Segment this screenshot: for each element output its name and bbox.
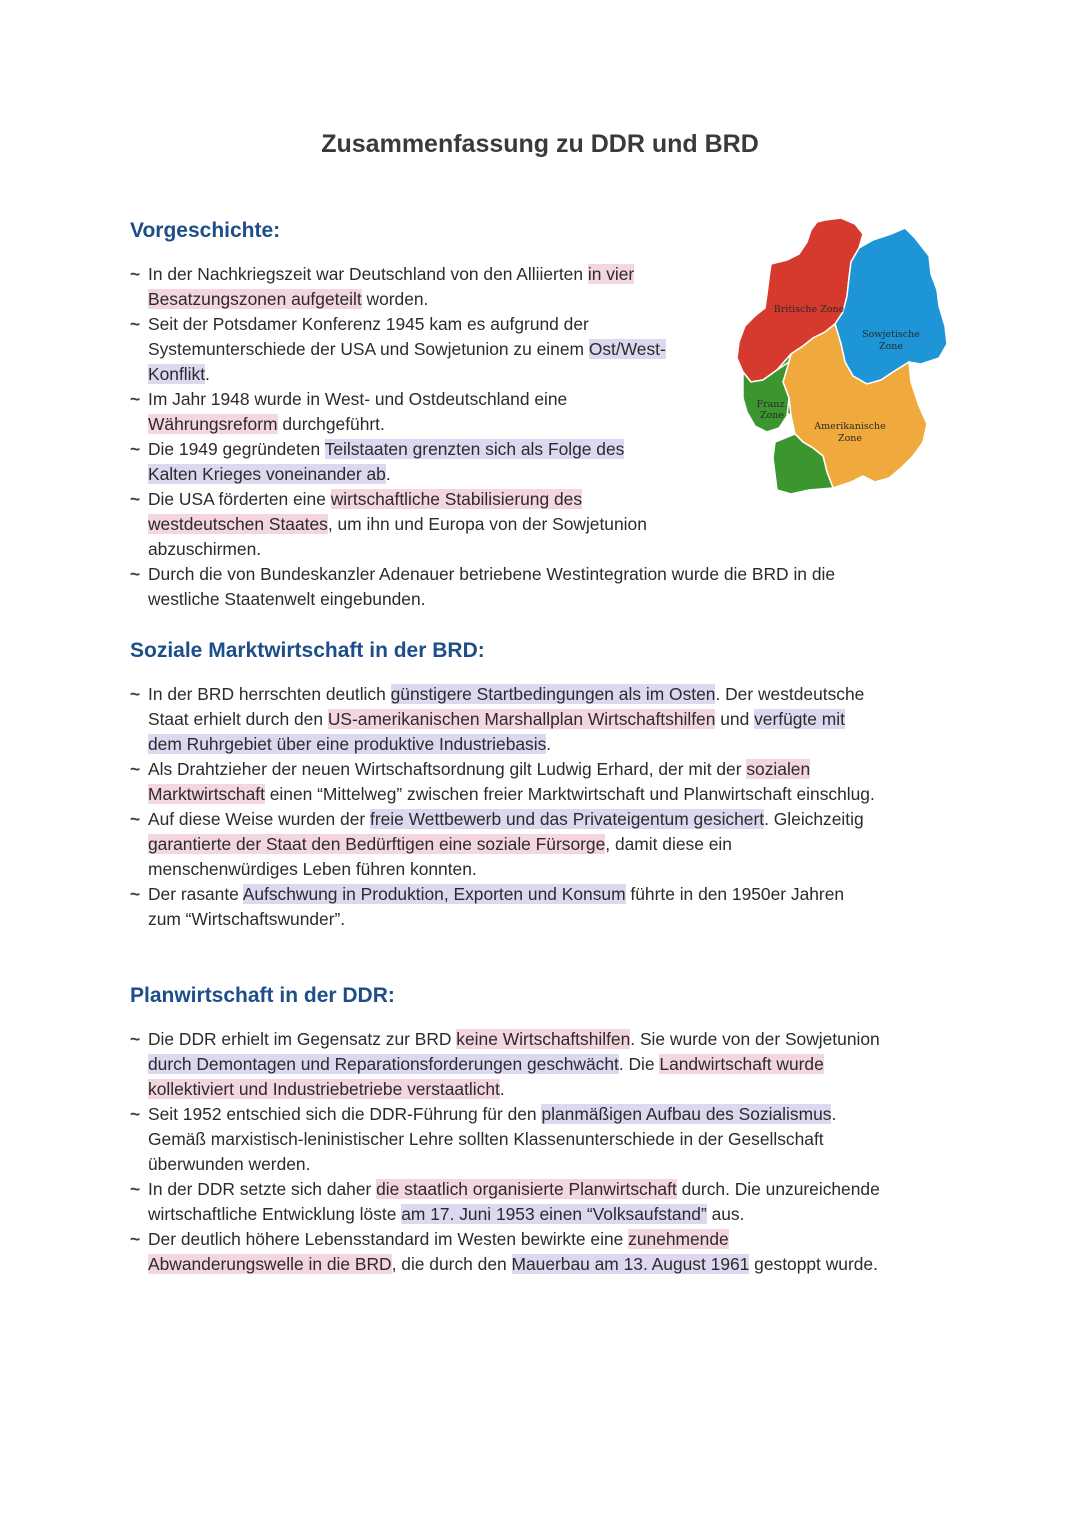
text-segment: Der deutlich höhere Lebensstandard im Westen bewirkte eine — [148, 1229, 629, 1249]
bullet-list — [130, 1027, 880, 1277]
text-segment: . Die — [618, 1054, 660, 1074]
highlight-pink: zunehmende Abwanderungswelle in die BRD — [148, 1229, 729, 1274]
highlight-purple: freie Wettbewerb und das Privateigentum gesichert — [370, 809, 765, 829]
highlight-pink: Landwirtschaft wurde kollektiviert und Industriebetriebe verstaatlicht — [148, 1054, 824, 1099]
text-segment: . Sie wurde von der Sowjetunion — [630, 1029, 880, 1049]
page-title: Zusammenfassung zu DDR und BRD — [321, 130, 759, 158]
section-heading: Soziale Marktwirtschaft in der BRD: — [130, 639, 485, 662]
bullet-text — [148, 1177, 880, 1227]
bullet-item — [130, 1102, 880, 1177]
tilde-bullet-icon: ~ — [130, 264, 141, 284]
text-segment: , um ihn und Europa von der Sowjetunion abzuschirmen. — [148, 514, 647, 559]
highlight-pink: garantierte der Staat den Bedürftigen eine soziale Fürsorge — [148, 834, 606, 854]
text-segment: Die 1949 gegründeten — [148, 439, 325, 459]
bullet-item — [130, 487, 678, 562]
bullet-item — [130, 1227, 880, 1277]
bullet-text — [148, 1227, 880, 1277]
section-soziale-marktwirtschaft — [130, 636, 880, 932]
bullet-text — [148, 262, 678, 312]
bullet-item — [130, 262, 678, 312]
bullet-item — [130, 437, 678, 487]
section-planwirtschaft — [130, 981, 880, 1277]
tilde-bullet-icon: ~ — [130, 489, 141, 509]
text-segment: In der Nachkriegszeit war Deutschland von den Alliierten — [148, 264, 588, 284]
british-zone-label: Britische Zone — [773, 304, 845, 315]
highlight-pink: US-amerikanischen Marshallplan Wirtschaftshilfen — [327, 709, 716, 729]
text-segment: durch. Die unzureichende wirtschaftliche Entwicklung löste — [148, 1179, 880, 1224]
bullet-text — [148, 1102, 880, 1177]
text-segment: worden. — [361, 289, 429, 309]
bullet-text — [148, 757, 880, 807]
text-segment: , damit diese ein menschenwürdiges Leben führen konnten. — [148, 834, 732, 879]
tilde-bullet-icon: ~ — [130, 884, 141, 904]
bullet-item — [130, 387, 678, 437]
section-vorgeschichte — [130, 216, 880, 612]
highlight-purple: Teilstaaten grenzten sich als Folge des Kalten Krieges voneinander ab — [148, 439, 625, 484]
bullet-text — [148, 807, 880, 882]
text-segment: Im Jahr 1948 wurde in West- und Ostdeutschland eine — [148, 389, 568, 409]
text-segment: . — [546, 734, 552, 754]
bullet-text — [148, 312, 678, 387]
tilde-bullet-icon: ~ — [130, 1104, 141, 1124]
highlight-pink: in vier Besatzungszonen aufgeteilt — [148, 264, 635, 309]
highlight-purple: Aufschwung in Produktion, Exporten und Konsum — [242, 884, 626, 904]
bullet-list — [130, 262, 880, 612]
highlight-purple: durch Demontagen und Reparationsforderungen geschwächt — [148, 1054, 619, 1074]
text-segment: führte in den 1950er Jahren zum “Wirtschaftswunder”. — [148, 884, 845, 929]
bullet-item — [130, 882, 880, 932]
text-segment: Seit der Potsdamer Konferenz 1945 kam es aufgrund der Systemunterschiede der USA und Sowjetunion zu einem — [148, 314, 589, 359]
highlight-pink: die staatlich organisierte Planwirtschaft — [376, 1179, 677, 1199]
text-segment: , die durch den — [391, 1254, 512, 1274]
tilde-bullet-icon: ~ — [130, 1029, 141, 1049]
tilde-bullet-icon: ~ — [130, 809, 141, 829]
section-heading: Vorgeschichte: — [130, 219, 281, 242]
soviet-zone-label-line1: Sowjetische — [862, 329, 920, 340]
text-segment: Auf diese Weise wurden der — [148, 809, 371, 829]
text-segment: In der DDR setzte sich daher — [148, 1179, 377, 1199]
soviet-zone-label-line2: Zone — [878, 341, 904, 352]
bullet-text — [148, 437, 678, 487]
text-segment: Als Drahtzieher der neuen Wirtschaftsordnung gilt Ludwig Erhard, der mit der — [148, 759, 747, 779]
american-zone-label-line1: Amerikanische — [814, 421, 886, 432]
text-segment: . — [205, 364, 210, 384]
text-segment: einen “Mittelweg” zwischen freier Marktwirtschaft und Planwirtschaft einschlug. — [264, 784, 875, 804]
tilde-bullet-icon: ~ — [130, 439, 141, 459]
tilde-bullet-icon: ~ — [130, 389, 141, 409]
text-segment: . Gleichzeitig — [764, 809, 864, 829]
highlight-purple: Ost/West-Konflikt — [148, 339, 666, 384]
bullet-item — [130, 1177, 880, 1227]
french-zone-label-line1: Franz. — [756, 399, 788, 410]
text-segment: . Gemäß marxistisch-leninistischer Lehre sollten Klassenunterschiede in der Gesellschaft überwunden werden. — [148, 1104, 837, 1174]
text-segment: Seit 1952 entschied sich die DDR-Führung für den — [148, 1104, 542, 1124]
bullet-text — [148, 487, 678, 562]
text-segment: Der rasante — [148, 884, 243, 904]
bullet-text — [148, 387, 678, 437]
text-segment: und — [715, 709, 755, 729]
text-segment: . — [385, 464, 391, 484]
highlight-purple: Mauerbau am 13. August 1961 — [511, 1254, 750, 1274]
highlight-pink: sozialen Marktwirtschaft — [148, 759, 811, 804]
text-segment: gestoppt wurde. — [749, 1254, 878, 1274]
bullet-text — [148, 1027, 880, 1102]
highlight-purple: planmäßigen Aufbau des Sozialismus — [541, 1104, 832, 1124]
highlight-purple: günstigere Startbedingungen als im Osten — [390, 684, 716, 704]
text-segment: Die DDR erhielt im Gegensatz zur BRD — [148, 1029, 457, 1049]
bullet-item — [130, 682, 880, 757]
text-segment: . — [499, 1079, 505, 1099]
tilde-bullet-icon: ~ — [130, 684, 141, 704]
highlight-pink: wirtschaftliche Stabilisierung des westdeutschen Staates — [148, 489, 583, 534]
text-segment: durchgeführt. — [277, 414, 385, 434]
bullet-text — [148, 882, 880, 932]
tilde-bullet-icon: ~ — [130, 314, 141, 334]
text-segment: Die USA förderten eine — [148, 489, 331, 509]
bullet-text — [148, 562, 880, 612]
bullet-item — [130, 1027, 880, 1102]
bullet-item — [130, 562, 880, 612]
american-zone-label-line2: Zone — [837, 433, 863, 444]
highlight-purple: am 17. Juni 1953 einen “Volksaufstand” — [401, 1204, 707, 1224]
text-segment: . Der westdeutsche Staat erhielt durch den — [148, 684, 865, 729]
text-segment: Durch die von Bundeskanzler Adenauer betriebene Westintegration wurde die BRD in die westliche Staatenwelt eingebunden. — [148, 564, 836, 609]
bullet-item — [130, 757, 880, 807]
bullet-list — [130, 682, 880, 932]
highlight-purple: verfügte mit dem Ruhrgebiet über eine produktive Industriebasis — [148, 709, 845, 754]
highlight-pink: keine Wirtschaftshilfen — [456, 1029, 631, 1049]
highlight-pink: Währungsreform — [148, 414, 278, 434]
bullet-item — [130, 312, 678, 387]
tilde-bullet-icon: ~ — [130, 564, 141, 584]
text-segment: aus. — [706, 1204, 745, 1224]
text-segment: In der BRD herrschten deutlich — [148, 684, 391, 704]
bullet-text — [148, 682, 880, 757]
tilde-bullet-icon: ~ — [130, 1229, 141, 1249]
tilde-bullet-icon: ~ — [130, 1179, 141, 1199]
section-heading: Planwirtschaft in der DDR: — [130, 984, 395, 1007]
french-zone-label-line2: Zone — [759, 410, 785, 421]
bullet-item — [130, 807, 880, 882]
tilde-bullet-icon: ~ — [130, 759, 141, 779]
